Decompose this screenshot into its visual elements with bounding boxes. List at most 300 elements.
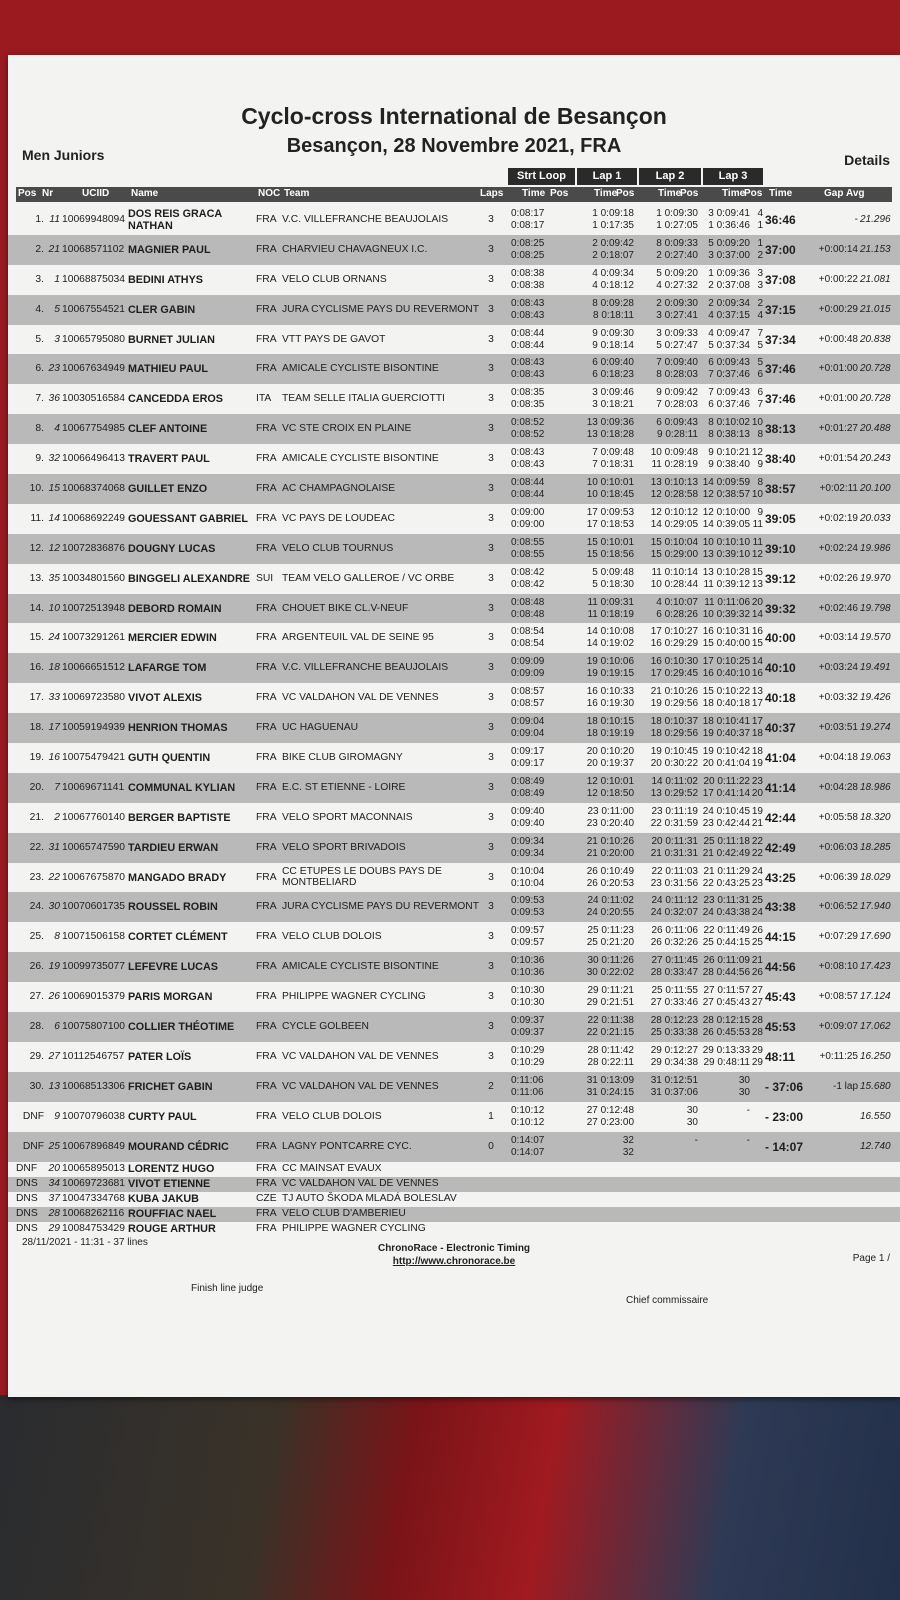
lap2-cumulative: 29 0:34:38 [650, 1056, 698, 1068]
start-loop-cumulative: 0:09:37 [511, 1027, 545, 1039]
gap-to-leader: +0:03:14 [818, 632, 858, 644]
lap3-pos: 7 [757, 327, 763, 339]
final-pos: 15 [751, 638, 763, 650]
total-time: 42:44 [765, 810, 796, 825]
lap3-time: 28 0:12:15 [702, 1015, 750, 1027]
team-name: UC HAGUENAU [282, 722, 359, 734]
rank: 4. [35, 303, 44, 315]
lap3-time: 1 0:09:36 [708, 267, 750, 279]
total-time: 44:15 [765, 930, 796, 945]
bib-number: 25 [48, 1140, 60, 1152]
noc-code: FRA [256, 1110, 277, 1122]
rank: 2. [35, 243, 44, 255]
lap3-time: 16 0:10:31 [702, 626, 750, 638]
lap3-cumulative: 20 0:41:04 [702, 758, 750, 770]
start-loop-time: 0:08:42 [511, 566, 545, 578]
lap2-cumulative: 6 0:28:26 [656, 608, 698, 620]
lap2-time: 14 0:11:02 [651, 775, 698, 787]
lap1-time: 18 0:10:15 [586, 716, 634, 728]
table-row [8, 623, 900, 653]
gap-to-leader: +0:08:10 [818, 961, 858, 973]
start-loop-time: 0:09:40 [511, 805, 545, 817]
lap3-cumulative: 26 0:45:53 [702, 1027, 750, 1039]
laps-count: 3 [488, 214, 494, 225]
bib-number: 11 [49, 214, 60, 225]
uci-id: 10030516584 [62, 393, 125, 405]
uci-id: 10070601735 [62, 901, 125, 913]
team-name: TEAM SELLE ITALIA GUERCIOTTI [282, 393, 445, 405]
rider-name: DOUGNY LUCAS [128, 542, 216, 555]
lap1-time: 30 0:11:26 [587, 955, 634, 967]
lap3-pos: 10 [751, 417, 763, 429]
team-name: ARGENTEUIL VAL DE SEINE 95 [282, 632, 434, 644]
gap-to-leader: - [854, 214, 858, 225]
laps-count: 3 [488, 931, 494, 943]
rider-name: GOUESSANT GABRIEL [128, 512, 248, 525]
rank: 9. [35, 453, 44, 465]
lap1-cumulative: 28 0:22:11 [587, 1056, 634, 1068]
rank: 6. [35, 363, 44, 375]
start-loop-time: 0:08:49 [511, 775, 545, 787]
gap-to-leader: +0:00:14 [818, 243, 858, 255]
lap1-cumulative: 5 0:18:30 [592, 578, 634, 590]
lap1-time: 10 0:10:01 [586, 477, 634, 489]
laps-count: 3 [488, 662, 494, 674]
rank: 17. [29, 692, 44, 704]
lap1-cumulative: 11 0:18:19 [587, 608, 634, 620]
team-name: CC ETUPES LE DOUBS PAYS DE MONTBELIARD [282, 865, 442, 888]
gap-to-leader: -1 lap [832, 1080, 858, 1092]
start-loop-time: 0:10:30 [511, 985, 545, 997]
start-loop-time: 0:09:34 [511, 835, 545, 847]
lap2-time: 2 0:09:30 [656, 297, 698, 309]
col-gap: Gap [824, 188, 844, 199]
average-speed: 19.063 [860, 752, 891, 764]
col-strt-pos: Pos [550, 188, 569, 199]
noc-code: FRA [256, 453, 277, 465]
bib-number: 2 [54, 811, 60, 823]
start-loop-time: 0:08:43 [511, 357, 545, 369]
lap1-cumulative: 1 0:17:35 [592, 220, 634, 231]
event-title: Cyclo-cross International de Besançon [241, 103, 667, 129]
start-loop-time: 0:09:17 [511, 746, 545, 758]
lap3-pos: 24 [751, 865, 763, 877]
start-loop-cumulative: 0:08:38 [511, 279, 545, 291]
uci-id: 10067554521 [62, 303, 125, 315]
lap1-time: 9 0:09:30 [592, 327, 634, 339]
noc-code: FRA [256, 811, 277, 823]
bib-number: 8 [54, 931, 60, 943]
noc-code: FRA [256, 303, 277, 315]
lap1-cumulative: 12 0:18:50 [586, 787, 634, 799]
noc-code: FRA [256, 483, 277, 495]
lap2-time: 7 0:09:40 [656, 357, 698, 369]
laps-count: 3 [488, 303, 494, 315]
rank: DNF [22, 1140, 44, 1152]
lap1-time: 8 0:09:28 [592, 297, 634, 309]
lap1-time: 25 0:11:23 [587, 925, 634, 937]
lap2-cumulative: 13 0:29:52 [650, 787, 698, 799]
start-loop-cumulative: 0:08:54 [511, 638, 545, 650]
lap1-cumulative: 15 0:18:56 [586, 548, 634, 560]
lap3-time: 15 0:10:22 [702, 686, 750, 698]
average-speed: 19.570 [860, 632, 891, 644]
start-loop-time: 0:08:17 [511, 208, 545, 219]
final-pos: 12 [751, 548, 763, 560]
laps-count: 3 [488, 333, 494, 345]
gap-to-leader: +0:02:11 [819, 483, 858, 495]
lap2-cumulative: 17 0:29:45 [650, 668, 698, 680]
rider-name: PARIS MORGAN [128, 991, 213, 1004]
laps-count: 3 [488, 722, 494, 734]
rank: 27. [29, 991, 44, 1003]
rider-name: GUILLET ENZO [128, 483, 208, 496]
lap3-pos: 29 [751, 1044, 763, 1056]
lap2-cumulative: 9 0:28:11 [657, 429, 698, 441]
lap2-time: 15 0:10:04 [650, 536, 698, 548]
col-uciid: UCIID [82, 188, 110, 199]
col-team: Team [284, 188, 310, 199]
lap3-pos: 21 [751, 955, 763, 967]
lap1-time: 11 0:09:31 [587, 596, 634, 608]
table-row [8, 1042, 900, 1072]
rider-name: BEDINI ATHYS [128, 273, 203, 286]
laps-count: 3 [488, 1050, 494, 1062]
uci-id: 10068571102 [62, 243, 125, 255]
total-time: - 23:00 [765, 1109, 804, 1124]
footer-url[interactable]: http://www.chronorace.be [392, 1256, 516, 1267]
lap1-cumulative: 2 0:18:07 [592, 249, 634, 261]
details-label: Details [844, 152, 890, 168]
start-loop-cumulative: 0:08:48 [511, 608, 545, 620]
lap3-time: 20 0:11:22 [703, 775, 750, 787]
noc-code: FRA [256, 1140, 277, 1152]
lap3-cumulative: 9 0:38:40 [708, 459, 750, 471]
final-pos: 25 [751, 937, 763, 949]
team-name: VELO CLUB D'AMBERIEU [282, 1207, 406, 1219]
total-time: 38:57 [765, 482, 796, 497]
start-loop-time: 0:10:36 [511, 955, 545, 967]
total-time: 39:12 [765, 571, 796, 586]
team-name: VELO CLUB DOLOIS [282, 1110, 382, 1122]
noc-code: FRA [256, 214, 277, 225]
lap2-cumulative: 3 0:27:41 [656, 309, 698, 321]
rank: 14. [29, 602, 44, 614]
start-loop-cumulative: 0:10:30 [511, 997, 545, 1009]
uci-id: 10070796038 [62, 1110, 125, 1122]
chief-commissaire-label: Chief commissaire [626, 1295, 709, 1306]
uci-id: 10047334768 [62, 1192, 125, 1204]
total-time: 41:04 [765, 751, 796, 766]
lap3-time: 13 0:10:28 [702, 566, 750, 578]
final-pos: 20 [751, 787, 763, 799]
team-name: PHILIPPE WAGNER CYCLING [282, 1222, 426, 1234]
final-pos: 3 [757, 279, 763, 291]
lap3-pos: 2 [757, 297, 763, 309]
lap3-pos: 28 [751, 1015, 763, 1027]
noc-code: FRA [256, 512, 277, 524]
noc-code: FRA [256, 423, 277, 435]
final-pos: 10 [751, 489, 763, 501]
lap3-cumulative: 12 0:38:57 [702, 489, 750, 501]
lap3-pos: 9 [757, 506, 763, 518]
table-header [16, 187, 892, 202]
start-loop-time: 0:08:25 [511, 237, 545, 249]
total-time: 44:56 [765, 960, 796, 975]
lap2-time: 21 0:10:26 [650, 686, 698, 698]
lap1-time: 32 [622, 1134, 634, 1146]
table-row [8, 892, 900, 922]
status: DNS [16, 1222, 38, 1234]
lap2-cumulative: 10 0:28:44 [650, 578, 698, 590]
start-loop-time: 0:08:48 [511, 596, 545, 608]
total-time: 40:10 [765, 661, 796, 676]
start-loop-time: 0:09:00 [511, 506, 545, 518]
lap3-pos: 18 [751, 746, 763, 758]
bib-number: 31 [48, 841, 60, 853]
team-name: AMICALE CYCLISTE BISONTINE [282, 961, 439, 973]
rider-name: DEBORD ROMAIN [128, 602, 222, 615]
average-speed: 17.690 [860, 931, 891, 943]
lap1-cumulative: 19 0:19:15 [586, 668, 634, 680]
footer-provider: ChronoRace - Electronic Timing [377, 1243, 531, 1254]
rider-name: FRICHET GABIN [128, 1080, 213, 1093]
uci-id: 10067634949 [62, 363, 125, 375]
lap2-time: 27 0:11:45 [651, 955, 698, 967]
table-row [8, 773, 900, 803]
lap1-time: 7 0:09:48 [592, 447, 634, 459]
average-speed: 19.491 [860, 662, 891, 674]
uci-id: 10069671141 [62, 781, 125, 793]
rider-name: LAFARGE TOM [128, 662, 207, 675]
rider-name: COMMUNAL KYLIAN [128, 781, 236, 794]
final-pos: 13 [751, 578, 763, 590]
final-pos: 14 [751, 608, 763, 620]
laps-count: 2 [488, 1080, 494, 1092]
bib-number: 7 [54, 781, 60, 793]
uci-id: 10068692249 [62, 512, 125, 524]
lap1-time: 3 0:09:46 [592, 387, 634, 399]
lap2-cumulative: 4 0:27:32 [656, 279, 698, 291]
lap1-time: 4 0:09:34 [592, 267, 634, 279]
lap3-cumulative: 3 0:37:00 [708, 249, 750, 261]
rank: 22. [29, 841, 44, 853]
lap3-cumulative: 10 0:39:32 [702, 608, 750, 620]
lap2-time: 28 0:12:23 [650, 1015, 698, 1027]
table-row [8, 803, 900, 833]
lap3-cumulative: 28 0:44:56 [702, 967, 750, 979]
final-pos: 11 [752, 518, 763, 530]
team-name: AMICALE CYCLISTE BISONTINE [282, 363, 439, 375]
lap2-cumulative: 5 0:27:47 [656, 339, 698, 351]
lap2-cumulative: 8 0:28:03 [656, 369, 698, 381]
lap1-cumulative: 20 0:19:37 [586, 758, 634, 770]
table-row [8, 564, 900, 594]
lap1-cumulative: 9 0:18:14 [592, 339, 634, 351]
bib-number: 6 [54, 1021, 60, 1033]
lap3-cumulative: 11 0:39:12 [703, 578, 750, 590]
bib-number: 1 [54, 273, 60, 285]
rank: 28. [29, 1021, 44, 1033]
bib-number: 21 [48, 243, 60, 255]
col-strt-time: Time [522, 188, 546, 199]
average-speed: 17.940 [860, 901, 891, 913]
bib-number: 37 [48, 1192, 60, 1204]
gap-to-leader: +0:08:57 [818, 991, 858, 1003]
lap1-cumulative: 26 0:20:53 [586, 877, 634, 889]
rider-name: BERGER BAPTISTE [128, 811, 231, 824]
bib-number: 10 [48, 602, 60, 614]
average-speed: 17.062 [860, 1021, 891, 1033]
rank: 11. [30, 512, 44, 524]
uci-id: 10066651512 [62, 662, 125, 674]
rider-name: VIVOT ETIENNE [128, 1177, 211, 1190]
rank: 10. [29, 483, 44, 495]
lap3-pos: 26 [751, 925, 763, 937]
noc-code: FRA [256, 662, 277, 674]
rider-name: BINGGELI ALEXANDRE [128, 572, 250, 585]
team-name: JURA CYCLISME PAYS DU REVERMONT [282, 303, 480, 315]
col-lap3-time: Time [722, 188, 746, 199]
uci-id: 10067760140 [62, 811, 125, 823]
lap3-cumulative: 22 0:43:25 [702, 877, 750, 889]
uci-id: 10073291261 [62, 632, 125, 644]
team-name: VELO SPORT MACONNAIS [282, 811, 413, 823]
lap1-time: 12 0:10:01 [586, 775, 634, 787]
noc-code: FRA [256, 901, 277, 913]
final-pos: 16 [751, 668, 763, 680]
rider-name: ROUGE ARTHUR [128, 1222, 216, 1235]
gap-to-leader: +0:03:51 [818, 722, 858, 734]
uci-id: 10067754985 [62, 423, 125, 435]
final-pos: 7 [757, 399, 763, 411]
bib-number: 33 [48, 692, 60, 704]
team-name: VTT PAYS DE GAVOT [282, 333, 386, 345]
average-speed: 20.488 [860, 423, 891, 435]
col-nr: Nr [42, 188, 54, 199]
total-time: 43:25 [765, 870, 796, 885]
start-loop-cumulative: 0:08:35 [511, 399, 545, 411]
laps-count: 3 [488, 393, 494, 405]
lap2-time: 6 0:09:43 [656, 417, 698, 429]
lap2-time: - [694, 1134, 698, 1146]
start-loop-cumulative: 0:09:04 [511, 728, 545, 740]
col-lap1-pos: Pos [616, 188, 635, 199]
lap2-cumulative: 28 0:33:47 [650, 967, 698, 979]
laps-count: 3 [488, 781, 494, 793]
gap-to-leader: +0:02:24 [818, 542, 858, 554]
rank: 21. [29, 811, 44, 823]
lap1-time: 29 0:11:21 [587, 985, 634, 997]
noc-code: FRA [256, 1050, 277, 1062]
bib-number: 12 [48, 542, 60, 554]
noc-code: CZE [256, 1192, 277, 1204]
lap3-pos: 13 [751, 686, 763, 698]
final-pos: 21 [751, 817, 763, 829]
lap-header-1: Lap 1 [577, 168, 637, 185]
lap1-time: 6 0:09:40 [592, 357, 634, 369]
lap2-time: 13 0:10:13 [650, 477, 698, 489]
lap3-time: 6 0:09:43 [708, 357, 750, 369]
start-loop-time: 0:08:44 [511, 327, 545, 339]
lap3-pos: 5 [757, 357, 763, 369]
uci-id: 10069723681 [62, 1177, 125, 1189]
noc-code: FRA [256, 1080, 277, 1092]
lap3-time: 14 0:09:59 [702, 477, 750, 489]
bib-number: 36 [48, 393, 60, 405]
final-pos: 28 [751, 1027, 763, 1039]
table-row [8, 922, 900, 952]
lap3-cumulative: 4 0:37:15 [708, 309, 750, 321]
laps-count: 3 [488, 1021, 494, 1033]
laps-count: 3 [488, 363, 494, 375]
noc-code: FRA [256, 602, 277, 614]
rider-name: LORENTZ HUGO [128, 1162, 215, 1175]
final-pos: 29 [751, 1056, 763, 1068]
rider-name: CLEF ANTOINE [128, 423, 208, 436]
laps-count: 3 [488, 632, 494, 644]
lap1-cumulative: 3 0:18:21 [592, 399, 634, 411]
table-row [8, 982, 900, 1012]
uci-id: 10072513948 [62, 602, 125, 614]
total-time: 42:49 [765, 840, 796, 855]
table-row [8, 325, 900, 355]
total-time: 38:13 [765, 422, 796, 437]
lap3-time: 3 0:09:41 [708, 208, 750, 219]
total-time: - 37:06 [765, 1079, 804, 1094]
total-time: 40:18 [765, 691, 796, 706]
table-row [8, 384, 900, 414]
uci-id: 10069723580 [62, 692, 125, 704]
gap-to-leader: +0:09:07 [818, 1021, 858, 1033]
final-pos: 22 [751, 847, 763, 859]
uci-id: 10099735077 [62, 961, 125, 973]
lap3-time: 22 0:11:49 [703, 925, 750, 937]
lap3-cumulative: 27 0:45:43 [702, 997, 750, 1009]
noc-code: FRA [256, 961, 277, 973]
uci-id: 10071506158 [62, 931, 125, 943]
team-name: TJ AUTO ŠKODA MLADÁ BOLESLAV [282, 1192, 457, 1204]
team-name: JURA CYCLISME PAYS DU REVERMONT [282, 901, 480, 913]
laps-count: 3 [488, 811, 494, 823]
lap2-time: 11 0:10:14 [651, 566, 698, 578]
lap3-time: 30 [738, 1074, 750, 1086]
average-speed: 19.798 [860, 602, 891, 614]
uci-id: 10034801560 [62, 572, 125, 584]
average-speed: 19.970 [860, 572, 891, 584]
lap2-cumulative: 30 [686, 1116, 698, 1128]
uci-id: 10065895013 [62, 1162, 125, 1174]
background-floor [0, 1395, 900, 1600]
noc-code: FRA [256, 1162, 277, 1174]
rank: 12. [29, 542, 44, 554]
laps-count: 3 [488, 512, 494, 524]
lap3-cumulative: 21 0:42:49 [702, 847, 750, 859]
rider-name: TRAVERT PAUL [128, 453, 210, 466]
lap3-pos: 20 [751, 596, 763, 608]
final-pos: 1 [757, 220, 763, 231]
start-loop-cumulative: 0:10:29 [511, 1056, 545, 1068]
lap2-time: 3 0:09:33 [656, 327, 698, 339]
rider-name: MANGADO BRADY [128, 871, 227, 884]
col-noc: NOC [258, 188, 281, 199]
team-name: VC PAYS DE LOUDEAC [282, 512, 395, 524]
average-speed: 19.986 [860, 542, 891, 554]
lap2-time: 31 0:12:51 [650, 1074, 698, 1086]
noc-code: FRA [256, 1207, 277, 1219]
lap2-cumulative: 22 0:31:59 [650, 817, 698, 829]
final-pos: 2 [757, 249, 763, 261]
